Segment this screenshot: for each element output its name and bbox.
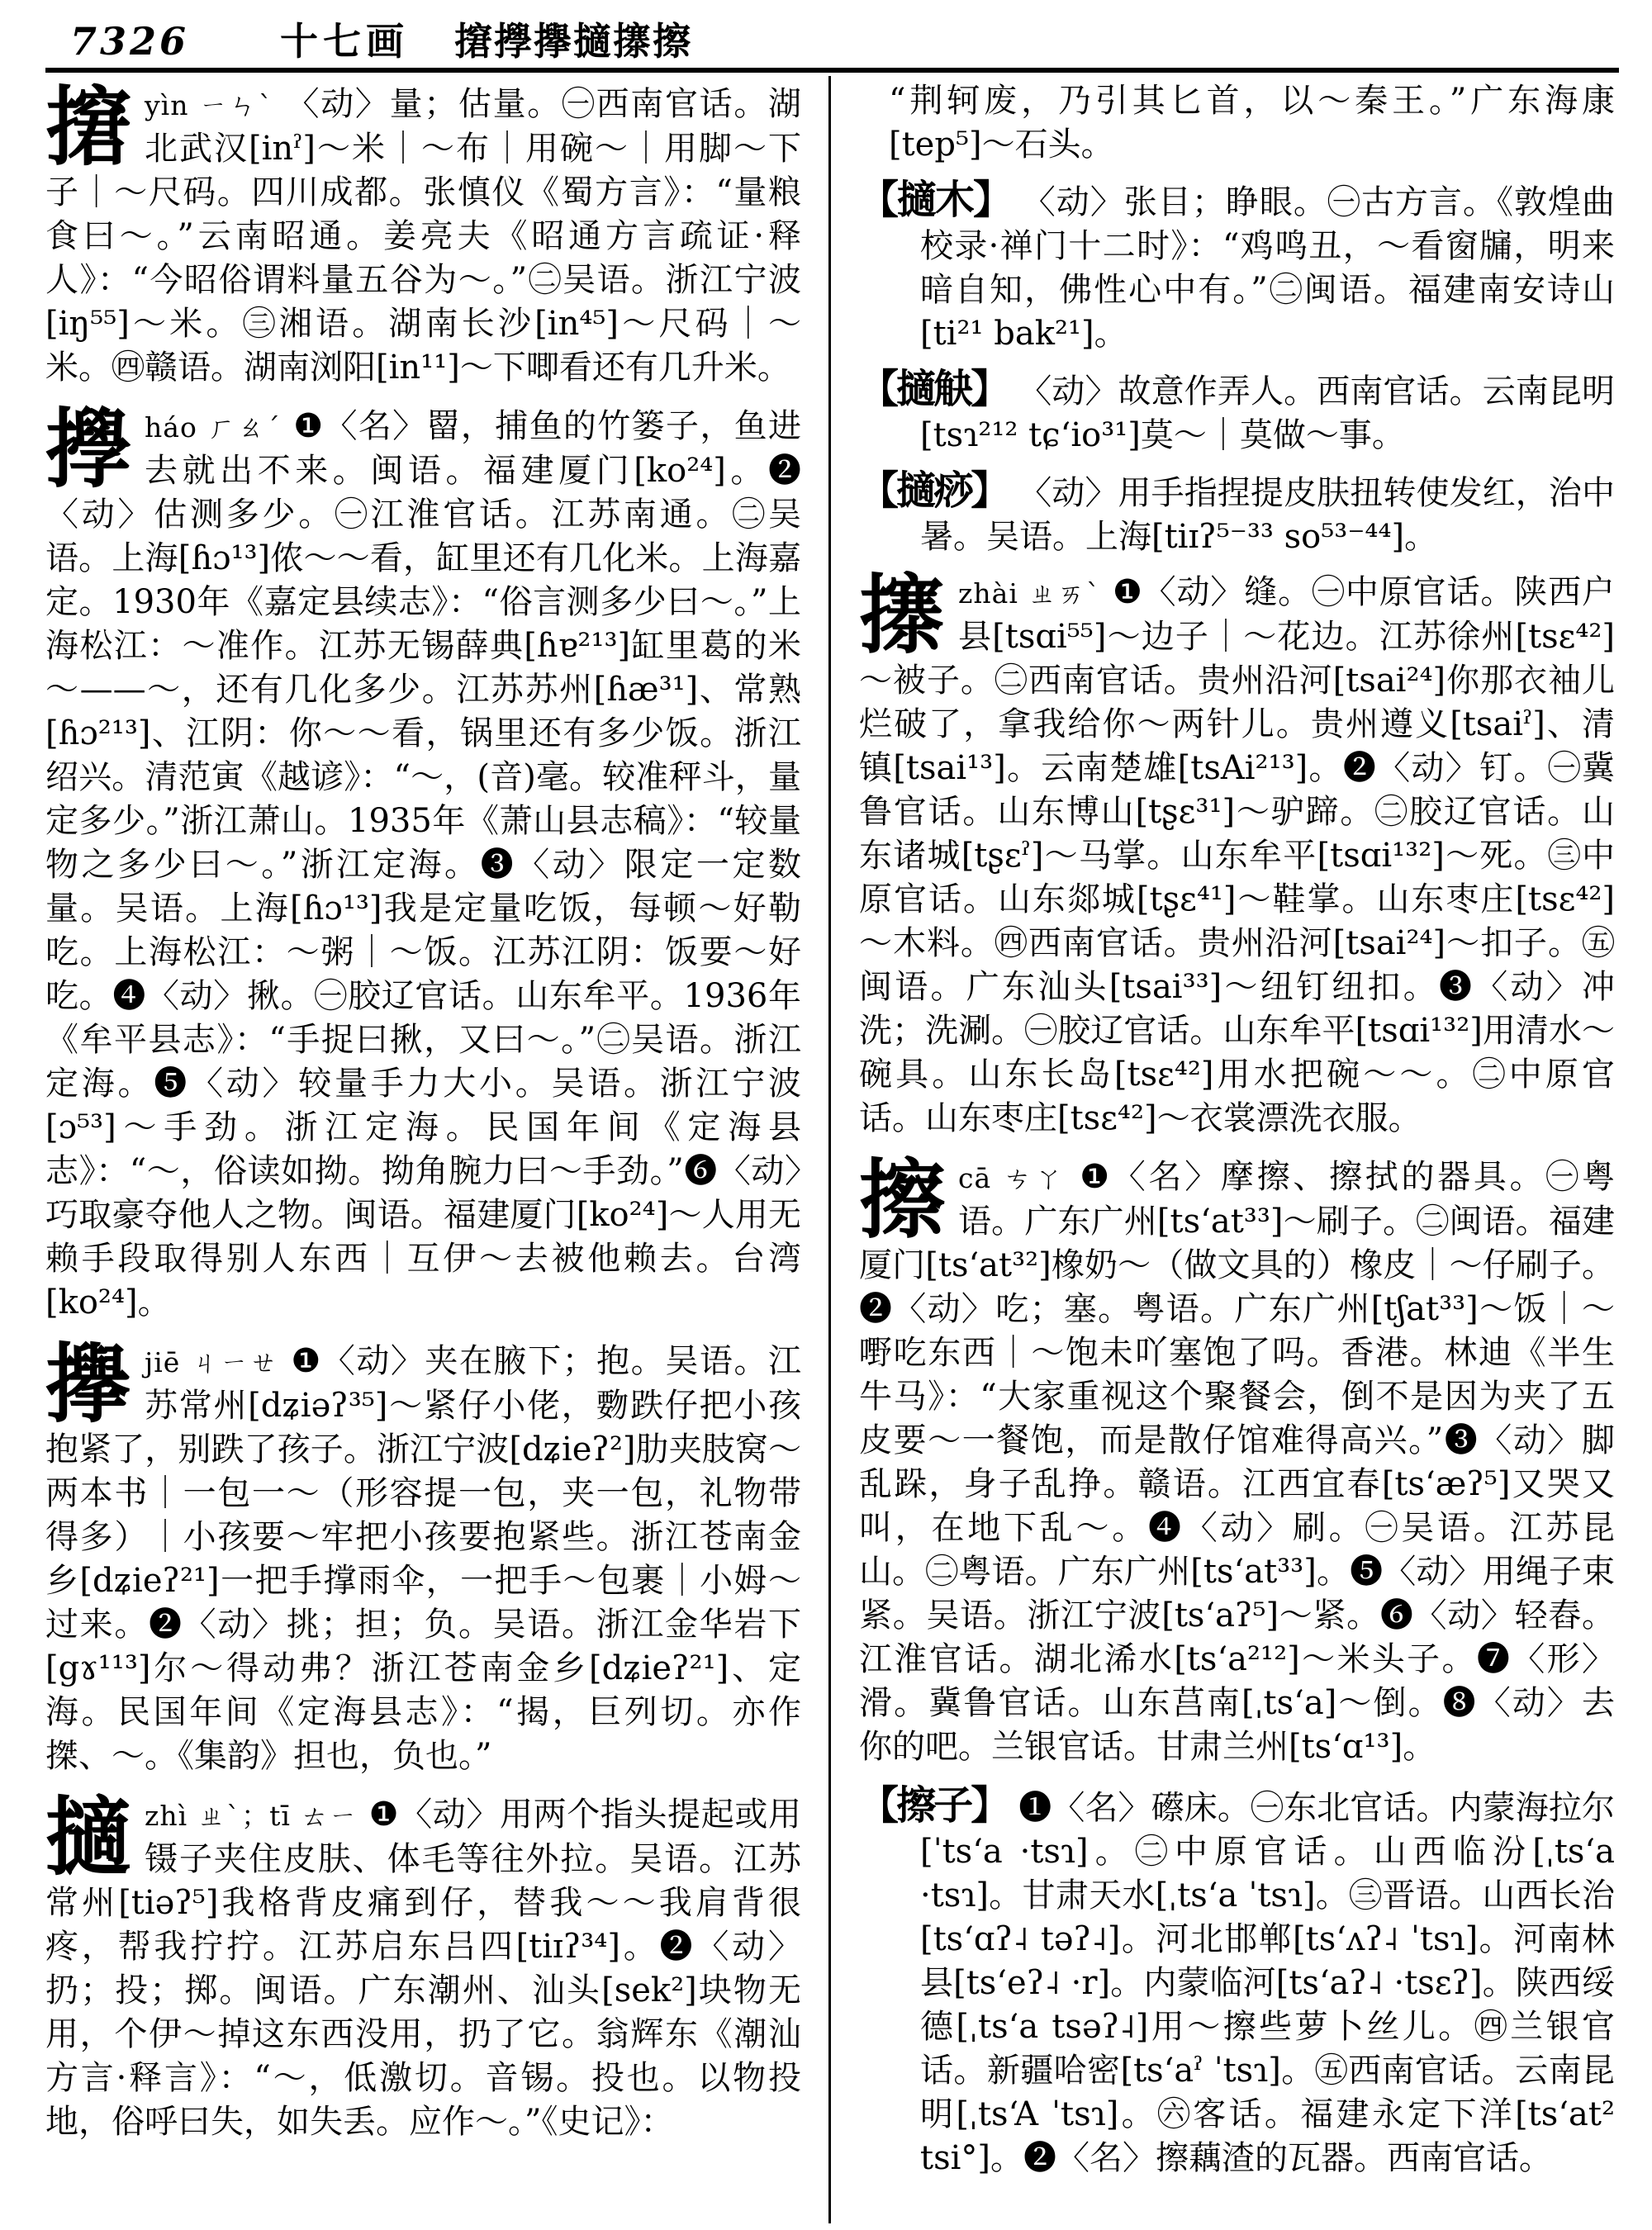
dict-entry-zhi [45,1793,801,2144]
sub-entry-body-cazi: ❶〈名〉礤床。㊀东北官话。内蒙海拉尔[ˈtsʻa ·tsɿ]。㊁中原官话。山西临汾[ˌtsʻa ·tsɿ]。甘肃天水[ˌtsʻa ˈtsɿ]。㊂晋语。山西长治[tsʻɑʔ˨ təʔ˨]。河北邯郸[tsʻʌʔ˨ ˈtsɿ]。河南林县[tsʻeʔ˨ ·r]。内蒙临河[tsʻaʔ˨ ·tsɛʔ]。陕西绥德[ˌtsʻa tsəʔ˨]用～擦些萝卜丝儿。㊃兰银官话。新疆哈密[tsʻaˀ ˈtsɿ]。㊄西南官话。云南昆明[ˌtsʻA ˈtsɿ]。㊅客话。福建永定下洋[tsʻat² tsi°]。❷〈名〉擦藕渣的瓦器。西南官话。 [920,1789,1616,2177]
entry-body-ca: ❶〈名〉摩擦、擦拭的器具。㊀粤语。广东广州[tsʻat³³]～刷子。㊁闽语。福建厦门[tsʻat³²]橡奶～（做文具的）橡皮｜～仔刷子。❷〈动〉吃；塞。粤语。广东广州[tʃat³³]～饭｜～嘢吃东西｜～饱未吖塞饱了吗。香港。林迪《半生牛马》：“大家重视这个聚餐会，倒不是因为夹了五皮要～一餐饱，而是散仔馆难得高兴。”❸〈动〉脚乱跺，身子乱挣。赣语。江西宜春[tsʻæʔ⁵]又哭又叫，在地下乱～。❹〈动〉刷。㊀吴语。江苏昆山。㊁粤语。广东广州[tsʻat³³]。❺〈动〉用绳子束紧。吴语。浙江宁波[tsʻaʔ⁵]～紧。❻〈动〉轻舂。江淮官话。湖北浠水[tsʻa²¹²]～米头子。❼〈形〉滑。冀鲁官话。山东莒南[ˌtsʻa]～倒。❽〈动〉去你的吧。兰银官话。甘肃兰州[tsʻɑ¹³]。 [859,1158,1615,1766]
headword-pron-jie: jiē ㄐㄧㄝ [145,1346,280,1378]
dict-entry-ca [859,1155,1615,1769]
sub-entry-body-zhimu: 〈动〉张目；睁眼。㊀古方言。《敦煌曲校录·禅门十二时》：“鸡鸣丑，～看窗牖，明来暗自知，佛性心中有。”㊁闽语。福建南安诗山[ti²¹ bak²¹]。 [920,183,1616,353]
header-headword-list: 㩈㩭㩮擿㩟擦 [454,19,693,64]
headword-char-ca: 擦 [859,1155,946,1250]
entry-continuation-zhi [859,79,1615,167]
headword-char-zhi: 擿 [45,1793,132,1888]
sub-entry-zhisha [859,469,1615,559]
headword-char-hao: 㩭 [45,405,132,500]
right-column [859,79,1615,2192]
headword-pron-yin: yìn ㄧㄣˋ [145,89,275,121]
headword-char-yin: 㩈 [45,83,132,178]
page-number: 7326 [70,19,190,64]
sub-entry-zhijue [859,368,1615,458]
page-header [70,12,692,66]
entry-body-yin: 〈动〉量；估量。㊀西南官话。湖北武汉[inˀ]～米｜～布｜用碗～｜用脚～下子｜～尺码。四川成都。张慎仪《蜀方言》：“量粮食曰～。”云南昭通。姜亮夫《昭通方言疏证·释人》：“今昭俗谓料量五谷为～。”㊁吴语。浙江宁波[iŋ⁵⁵]～米。㊂湘语。湖南长沙[in⁴⁵]～尺码｜～米。㊃赣语。湖南浏阳[in¹¹]～下唧看还有几升米。 [45,85,801,387]
entry-body-jie: ❶〈动〉夹在腋下；抱。吴语。江苏常州[dʑiəʔ³⁵]～紧仔小佬，覅跌仔把小孩抱紧了，别跌了孩子。浙江宁波[dʑieʔ²]肋夹肢窝～两本书｜一包一～（形容提一包，夹一包，礼物带得多）｜小孩要～牢把小孩要抱紧些。浙江苍南金乡[dʑieʔ²¹]一把手撑雨伞，一把手～包裹｜小姆～过来。❷〈动〉挑；担；负。吴语。浙江金华岩下[gɤ¹¹³]尔～得动弗？浙江苍南金乡[dʑieʔ²¹]、定海。民国年间《定海县志》：“揭，巨列切。亦作搩、～。《集韵》担也，负也。” [45,1342,801,1775]
left-column [45,83,801,2159]
dict-entry-yin [45,83,801,390]
continuation-body: “荆轲废，乃引其匕首，以～秦王。”广东海康[tep⁵]～石头。 [889,82,1615,164]
dict-entry-zhai [859,571,1615,1141]
dict-entry-hao [45,405,801,1325]
sub-entry-zhimu [859,178,1615,356]
sub-entry-bracket-zhisha: 【擿痧】 [859,467,1009,514]
dict-entry-jie [45,1340,801,1778]
headword-pron-ca: cā ㄘㄚ [958,1162,1066,1194]
sub-entry-body-zhijue: 〈动〉故意作弄人。西南官话。云南昆明[tsɿ²¹² tɕʻio³¹]莫～｜莫做～事。 [920,372,1616,454]
entry-body-hao: ❶〈名〉罶，捕鱼的竹篓子，鱼进去就出不来。闽语。福建厦门[ko²⁴]。❷〈动〉估测多少。㊀江淮官话。江苏南通。㊁吴语。上海[ɦɔ¹³]侬～～看，缸里还有几化米。上海嘉定。1930年《嘉定县续志》：“俗言测多少曰～。”上海松江：～准作。江苏无锡薛典[ɦɐ²¹³]缸里葛的米～——～，还有几化多少。江苏苏州[ɦæ³¹]、常熟[ɦɔ²¹³]、江阴：你～～看，锅里还有多少饭。浙江绍兴。清范寅《越谚》：“～，(音)毫。较准秤斗，量定多少。”浙江萧山。1935年《萧山县志稿》：“较量物之多少曰～。”浙江定海。❸〈动〉限定一定数量。吴语。上海[ɦɔ¹³]我是定量吃饭，每顿～好勒吃。上海松江：～粥｜～饭。江苏江阴：饭要～好吃。❹〈动〉揪。㊀胶辽官话。山东牟平。1936年《牟平县志》：“手捉曰揪，又曰～。”㊁吴语。浙江定海。❺〈动〉较量手力大小。吴语。浙江宁波[ɔ⁵³]～手劲。浙江定海。民国年间《定海县志》：“～，俗读如拗。拗角腕力曰～手劲。”❻〈动〉巧取豪夺他人之物。闽语。福建厦门[ko²⁴]～人用无赖手段取得别人东西｜互伊～去被他赖去。台湾[ko²⁴]。 [45,407,801,1321]
sub-entry-bracket-zhimu: 【擿木】 [859,177,1012,223]
sub-entry-bracket-zhijue: 【擿觖】 [859,366,1009,412]
entry-body-zhai: ❶〈动〉缝。㊀中原官话。陕西户县[tsɑi⁵⁵]～边子｜～花边。江苏徐州[tsɛ⁴²]～被子。㊁西南官话。贵州沿河[tsai²⁴]你那衣袖儿烂破了，拿我给你～两针儿。贵州遵义[tsaiˀ]、清镇[tsai¹³]。云南楚雄[tsAi²¹³]。❷〈动〉钉。㊀冀鲁官话。山东博山[tʂɛ³¹]～驴蹄。㊁胶辽官话。山东诸城[tʂɛˀ]～马掌。山东牟平[tsɑi¹³²]～死。㊂中原官话。山东郯城[tʂɛ⁴¹]～鞋掌。山东枣庄[tsɛ⁴²]～木料。㊃西南官话。贵州沿河[tsai²⁴]～扣子。㊄闽语。广东汕头[tsai³³]～纽钉纽扣。❸〈动〉冲洗；洗涮。㊀胶辽官话。山东牟平[tsɑi¹³²]用清水～碗具。山东长岛[tsɛ⁴²]用水把碗～～。㊁中原官话。山东枣庄[tsɛ⁴²]～衣裳漂洗衣服。 [859,573,1615,1137]
headword-pron-hao: háo ㄏㄠˊ [145,411,282,444]
sub-entry-bracket-cazi: 【擦子】 [859,1782,1009,1829]
sub-entry-body-zhisha: 〈动〉用手指捏提皮肤扭转使发红，治中暑。吴语。上海[tiɪʔ⁵⁻³³ so⁵³⁻⁴⁴]。 [920,474,1616,556]
column-divider [828,76,831,2223]
headword-char-zhai: 㩟 [859,571,946,666]
sub-entry-cazi [859,1784,1615,2180]
header-rule [45,68,1619,73]
entry-body-zhi: ❶〈动〉用两个指头提起或用镊子夹住皮肤、体毛等往外拉。吴语。江苏常州[tiəʔ⁵]我格背皮痛到仔，替我～～我肩背很疼，帮我拧拧。江苏启东吕四[tiɪʔ³⁴]。❷〈动〉扔；投；掷。闽语。广东潮州、汕头[sek²]块物无用，个伊～掉这东西没用，扔了它。翁辉东《潮汕方言·释言》：“～，低激切。音锡。投也。以物投地，俗呼曰失，如失丢。应作～。”《史记》： [45,1796,801,2141]
headword-pron-zhi: zhì ㄓˋ；tī ㄊㄧ [145,1800,358,1832]
headword-pron-zhai: zhài ㄓㄞˋ [958,577,1102,610]
headword-char-jie: 㩮 [45,1340,132,1435]
stroke-count-section: 十七画 [280,19,410,64]
